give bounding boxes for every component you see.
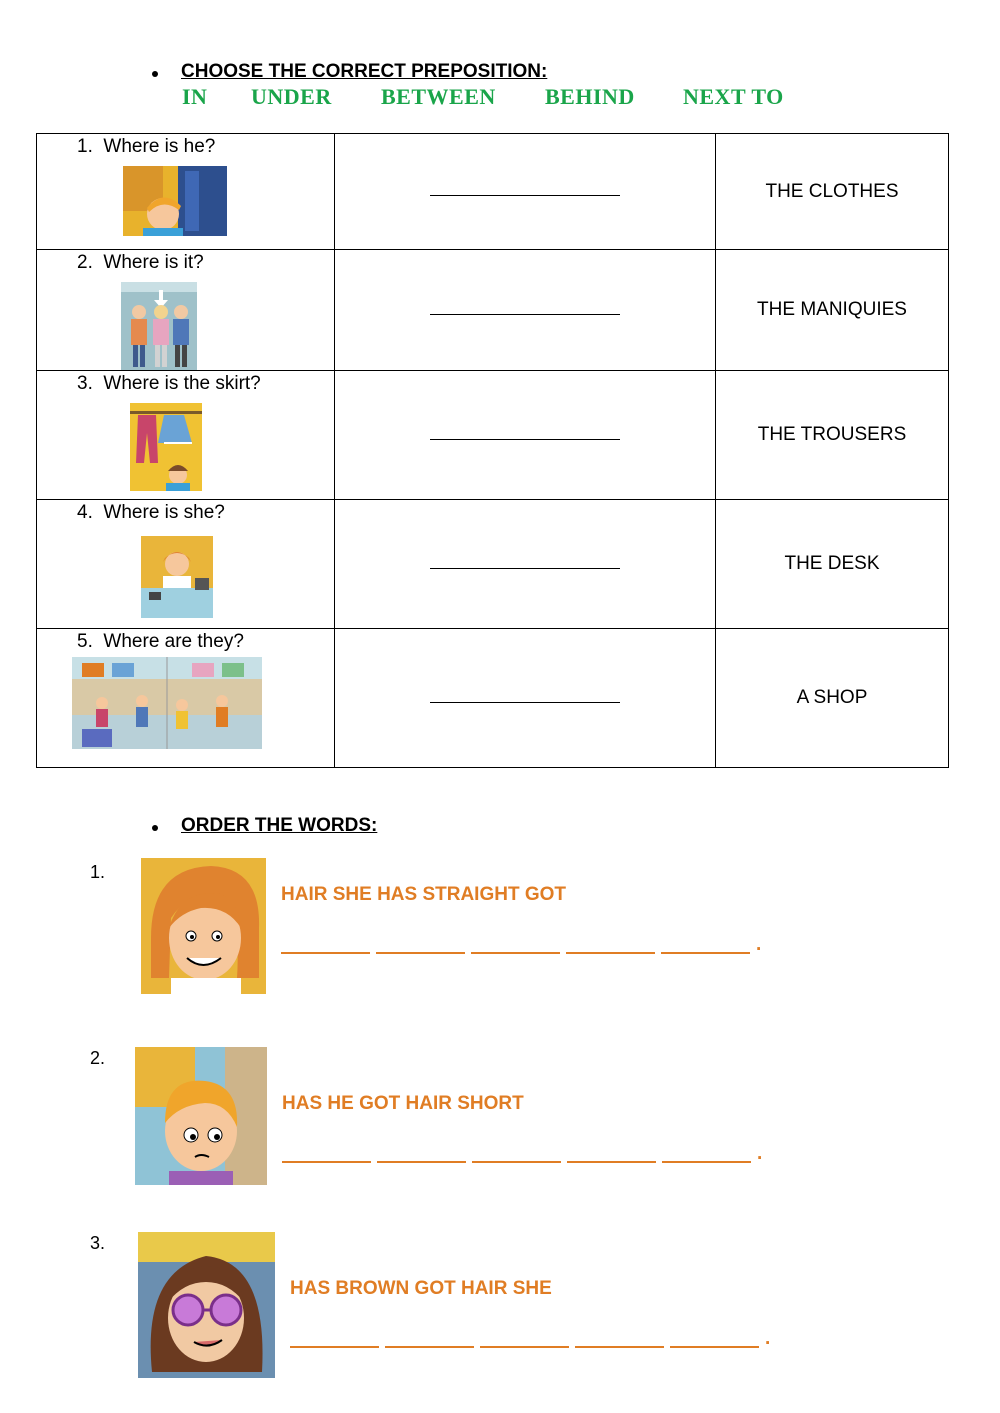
- preposition-option: NEXT TO: [683, 84, 784, 109]
- answer-blank[interactable]: [430, 438, 620, 440]
- answer-blank-cell: [335, 134, 716, 250]
- object-cell: THE CLOTHES: [716, 134, 949, 250]
- question-cell: [37, 371, 335, 500]
- question: 4. Where is she?: [77, 502, 225, 523]
- question: 1. Where is he?: [77, 136, 216, 157]
- question-cell: [37, 629, 335, 768]
- preposition-option: UNDER: [251, 84, 332, 109]
- object-cell: THE MANIQUIES: [716, 250, 949, 371]
- question-cell: [37, 134, 335, 250]
- answer-blank-cell: [335, 250, 716, 371]
- preposition-option: BETWEEN: [381, 84, 496, 109]
- item-number: 2.: [90, 1048, 106, 1068]
- girl-brown-hair-image: [138, 1232, 275, 1378]
- boy-under-clothes-image: [123, 166, 227, 236]
- preposition-option: IN: [182, 84, 208, 109]
- answer-blank[interactable]: [430, 567, 620, 569]
- table-row: [37, 629, 949, 768]
- shop-scene-image: [72, 657, 262, 749]
- table-row: [37, 134, 949, 250]
- answer-line[interactable]: .: [290, 1329, 770, 1348]
- woman-at-desk-image: [141, 536, 213, 618]
- preposition-option: BEHIND: [545, 84, 635, 109]
- answer-line[interactable]: .: [281, 935, 761, 954]
- question: 2. Where is it?: [77, 252, 204, 273]
- answer-blank[interactable]: [430, 701, 620, 703]
- preposition-table: [36, 133, 949, 768]
- table-row: [37, 500, 949, 629]
- table-row: [37, 250, 949, 371]
- mannequins-image: [121, 282, 197, 370]
- answer-blank[interactable]: [430, 194, 620, 196]
- object-cell: THE TROUSERS: [716, 371, 949, 500]
- bullet: [152, 825, 158, 831]
- question-cell: [37, 500, 335, 629]
- item-number: 3.: [90, 1233, 106, 1253]
- girl-straight-hair-image: [141, 858, 266, 994]
- object-cell: A SHOP: [716, 629, 949, 768]
- scrambled-words: HAS HE GOT HAIR SHORT: [282, 1093, 524, 1114]
- answer-blank-cell: [335, 629, 716, 768]
- answer-blank-cell: [335, 500, 716, 629]
- question: 5. Where are they?: [77, 631, 244, 652]
- answer-blank-cell: [335, 371, 716, 500]
- question-cell: [37, 250, 335, 371]
- boy-short-hair-image: [135, 1047, 267, 1185]
- section-heading-prepositions: CHOOSE THE CORRECT PREPOSITION:: [181, 61, 548, 82]
- item-number: 1.: [90, 862, 106, 882]
- answer-line[interactable]: .: [282, 1144, 762, 1163]
- scrambled-words: HAS BROWN GOT HAIR SHE: [290, 1278, 552, 1299]
- scrambled-words: HAIR SHE HAS STRAIGHT GOT: [281, 884, 567, 905]
- table-row: [37, 371, 949, 500]
- bullet: [152, 71, 158, 77]
- section-heading-order-words: ORDER THE WORDS:: [181, 815, 378, 836]
- question: 3. Where is the skirt?: [77, 373, 261, 394]
- answer-blank[interactable]: [430, 313, 620, 315]
- skirt-and-trousers-image: [130, 403, 202, 491]
- object-cell: THE DESK: [716, 500, 949, 629]
